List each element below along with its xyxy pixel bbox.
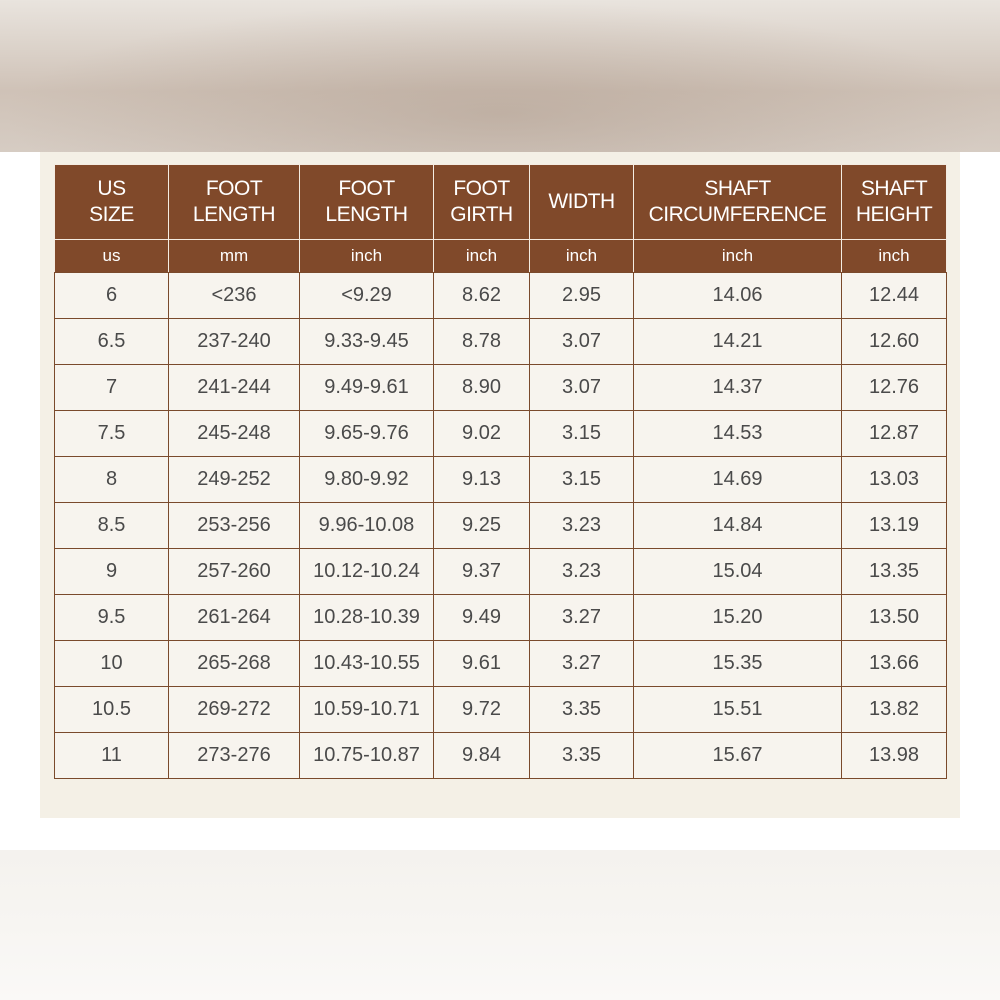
cell-foot-length-mm: 265-268 — [169, 641, 300, 687]
cell-us-size: 8.5 — [55, 503, 169, 549]
cell-foot-length-inch: <9.29 — [300, 273, 434, 319]
cell-shaft-height: 12.76 — [842, 365, 947, 411]
unit-us: us — [55, 240, 169, 273]
cell-width: 3.35 — [530, 687, 634, 733]
cell-width: 3.15 — [530, 411, 634, 457]
cell-foot-length-mm: 245-248 — [169, 411, 300, 457]
cell-width: 3.07 — [530, 365, 634, 411]
cell-foot-length-inch: 9.80-9.92 — [300, 457, 434, 503]
header-shaft-height: SHAFT HEIGHT — [842, 165, 947, 240]
cell-us-size: 10 — [55, 641, 169, 687]
cell-foot-length-mm: 257-260 — [169, 549, 300, 595]
table-row — [55, 411, 947, 457]
cell-foot-length-mm: 269-272 — [169, 687, 300, 733]
cell-shaft-height: 12.87 — [842, 411, 947, 457]
header-us-size: US SIZE — [55, 165, 169, 240]
cell-width: 3.15 — [530, 457, 634, 503]
cell-foot-girth: 9.02 — [434, 411, 530, 457]
cell-us-size: 6 — [55, 273, 169, 319]
cell-foot-girth: 9.25 — [434, 503, 530, 549]
cell-width: 3.27 — [530, 595, 634, 641]
unit-inch: inch — [434, 240, 530, 273]
table-row — [55, 457, 947, 503]
cell-us-size: 10.5 — [55, 687, 169, 733]
cell-width: 3.35 — [530, 733, 634, 779]
table-row — [55, 641, 947, 687]
header-unit-row — [55, 240, 947, 273]
cell-shaft-height: 13.66 — [842, 641, 947, 687]
header-shaft-circumference: SHAFT CIRCUMFERENCE — [634, 165, 842, 240]
header-label-row — [55, 165, 947, 240]
cell-foot-length-inch: 9.65-9.76 — [300, 411, 434, 457]
unit-inch: inch — [300, 240, 434, 273]
cell-width: 3.07 — [530, 319, 634, 365]
cell-us-size: 7 — [55, 365, 169, 411]
cell-foot-length-mm: 253-256 — [169, 503, 300, 549]
table-row — [55, 595, 947, 641]
cell-foot-girth: 9.49 — [434, 595, 530, 641]
table-row — [55, 549, 947, 595]
cell-shaft-circumference: 14.37 — [634, 365, 842, 411]
cell-width: 2.95 — [530, 273, 634, 319]
cell-shaft-height: 13.03 — [842, 457, 947, 503]
cell-us-size: 9 — [55, 549, 169, 595]
cell-shaft-circumference: 15.67 — [634, 733, 842, 779]
cell-shaft-height: 12.44 — [842, 273, 947, 319]
unit-inch: inch — [634, 240, 842, 273]
cell-shaft-height: 13.35 — [842, 549, 947, 595]
cell-us-size: 11 — [55, 733, 169, 779]
cell-shaft-height: 13.82 — [842, 687, 947, 733]
unit-inch: inch — [842, 240, 947, 273]
cell-shaft-height: 13.98 — [842, 733, 947, 779]
cell-width: 3.27 — [530, 641, 634, 687]
cell-foot-girth: 8.90 — [434, 365, 530, 411]
cell-foot-length-inch: 9.33-9.45 — [300, 319, 434, 365]
table-row — [55, 733, 947, 779]
cell-us-size: 7.5 — [55, 411, 169, 457]
cell-shaft-circumference: 15.35 — [634, 641, 842, 687]
cell-foot-girth: 8.62 — [434, 273, 530, 319]
unit-inch: inch — [530, 240, 634, 273]
size-table-body — [55, 273, 947, 779]
cell-foot-girth: 8.78 — [434, 319, 530, 365]
table-row — [55, 503, 947, 549]
table-row — [55, 687, 947, 733]
cell-us-size: 9.5 — [55, 595, 169, 641]
cell-foot-length-inch: 10.28-10.39 — [300, 595, 434, 641]
header-foot-length-inch: FOOT LENGTH — [300, 165, 434, 240]
cell-foot-girth: 9.37 — [434, 549, 530, 595]
cell-foot-length-inch: 10.43-10.55 — [300, 641, 434, 687]
size-chart-table — [54, 164, 947, 779]
cell-foot-girth: 9.13 — [434, 457, 530, 503]
cell-shaft-circumference: 15.04 — [634, 549, 842, 595]
cell-foot-length-inch: 9.49-9.61 — [300, 365, 434, 411]
header-width: WIDTH — [530, 165, 634, 240]
cell-shaft-circumference: 14.21 — [634, 319, 842, 365]
cell-foot-length-mm: 241-244 — [169, 365, 300, 411]
cell-foot-length-inch: 10.75-10.87 — [300, 733, 434, 779]
blurred-background-bottom — [0, 850, 1000, 1000]
cell-shaft-circumference: 15.20 — [634, 595, 842, 641]
cell-width: 3.23 — [530, 549, 634, 595]
cell-shaft-circumference: 15.51 — [634, 687, 842, 733]
cell-shaft-circumference: 14.06 — [634, 273, 842, 319]
cell-us-size: 6.5 — [55, 319, 169, 365]
cell-foot-girth: 9.84 — [434, 733, 530, 779]
cell-foot-girth: 9.61 — [434, 641, 530, 687]
cell-shaft-circumference: 14.53 — [634, 411, 842, 457]
cell-foot-length-mm: 249-252 — [169, 457, 300, 503]
table-row — [55, 273, 947, 319]
cell-foot-length-mm: <236 — [169, 273, 300, 319]
unit-mm: mm — [169, 240, 300, 273]
cell-foot-length-mm: 261-264 — [169, 595, 300, 641]
table-row — [55, 319, 947, 365]
cell-us-size: 8 — [55, 457, 169, 503]
cell-foot-length-inch: 9.96-10.08 — [300, 503, 434, 549]
cell-width: 3.23 — [530, 503, 634, 549]
cell-shaft-height: 13.50 — [842, 595, 947, 641]
blurred-background-top — [0, 0, 1000, 152]
cell-shaft-circumference: 14.84 — [634, 503, 842, 549]
header-foot-length-mm: FOOT LENGTH — [169, 165, 300, 240]
header-foot-girth: FOOT GIRTH — [434, 165, 530, 240]
cell-shaft-height: 12.60 — [842, 319, 947, 365]
cell-foot-girth: 9.72 — [434, 687, 530, 733]
cell-foot-length-mm: 237-240 — [169, 319, 300, 365]
cell-shaft-height: 13.19 — [842, 503, 947, 549]
cell-foot-length-inch: 10.59-10.71 — [300, 687, 434, 733]
cell-foot-length-mm: 273-276 — [169, 733, 300, 779]
cell-foot-length-inch: 10.12-10.24 — [300, 549, 434, 595]
table-row — [55, 365, 947, 411]
cell-shaft-circumference: 14.69 — [634, 457, 842, 503]
